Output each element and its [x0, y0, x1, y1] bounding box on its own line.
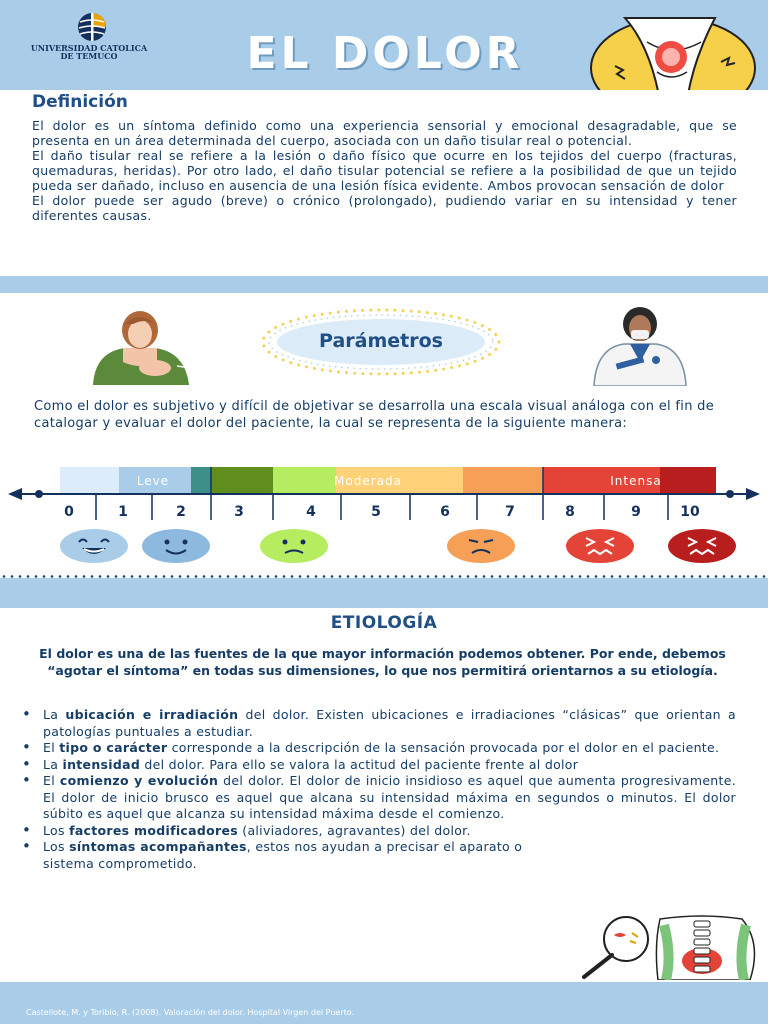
- face-agony-icon: [668, 529, 736, 563]
- scale-number-2: 2: [176, 504, 186, 520]
- etiology-heading: ETIOLOGÍA: [330, 613, 438, 633]
- parameters-text: Como el dolor es subjetivo y difícil de objetivar se desarrolla una escala visual análoga con el fin de catalogar y evaluar el dolor del paciente, la cual se representa de la siguiente manera:: [34, 399, 715, 431]
- university-name: [14, 44, 164, 60]
- face-laughing-icon: [60, 529, 128, 563]
- scale-number-10: 10: [680, 504, 700, 520]
- scale-band-segment: [191, 467, 211, 493]
- list-item: • El comienzo y evolución del dolor. El dolor de inicio insidioso es aquel que aumenta progresivamente. El dolor de inicio brusco es aquel que alcana su intensidad máxima en segundos o minutos. El dolor súbito es aquel que alcanza su intensidad máxima desde el comienzo.: [20, 773, 736, 823]
- scale-number-8: 8: [565, 504, 575, 520]
- university-line1: UNIVERSIDAD CATOLICA: [30, 43, 148, 53]
- face-sad-icon: [447, 529, 515, 563]
- pain-scale: [0, 462, 768, 582]
- definition-heading: Definición: [32, 92, 128, 112]
- scale-band-segment: [463, 467, 543, 493]
- scale-band-segment: [660, 467, 716, 493]
- scale-number-0: 0: [64, 504, 74, 520]
- footer-citation: Castellote, M. y Toribio, R. (2008). Valoración del dolor. Hospital Virgen del Puerto.: [26, 1008, 355, 1017]
- doctor-illustration: [586, 306, 694, 386]
- parameters-heading: Parámetros: [319, 330, 443, 352]
- definition-paragraph-2: El daño tisular real se refiere a la lesión o daño físico que ocurre en los tejidos del cuerpo (fracturas, quemaduras, heridas). Por otro lado, el daño tisular potencial se refiere a la posibilidad de que un tejido pueda ser dañado, incluso en ausencia de una lesión física evidente. Ambos provocan sensación de dolor: [32, 148, 737, 193]
- face-smiling-icon: [142, 529, 210, 563]
- list-item: • Los síntomas acompañantes, estos nos ayudan a precisar el aparato o sistema comprometido.: [20, 839, 553, 872]
- dotted-divider: [0, 575, 768, 578]
- face-neutral-icon: [260, 529, 328, 563]
- band-label-intensa: Intensa: [610, 474, 662, 488]
- page-title: EL DOLOR: [246, 28, 524, 79]
- university-line2: DE TEMUCO: [60, 51, 118, 61]
- scale-number-6: 6: [440, 504, 450, 520]
- scale-number-5: 5: [371, 504, 381, 520]
- list-item: • El tipo o carácter corresponde a la descripción de la sensación provocada por el dolor en el paciente.: [20, 740, 736, 757]
- band-label-leve: Leve: [136, 474, 170, 488]
- scale-number-3: 3: [234, 504, 244, 520]
- definition-paragraph-3: El dolor puede ser agudo (breve) o crónico (prolongado), pudiendo variar en su intensidad y tener diferentes causas.: [32, 193, 737, 223]
- definition-text: [32, 118, 737, 223]
- band-label-moderada: Moderada: [334, 474, 402, 488]
- scale-number-7: 7: [505, 504, 515, 520]
- etiology-intro: El dolor es una de las fuentes de la que mayor información podemos obtener. Por ende, debemos “agotar el síntoma” en todas sus dimensiones, lo que nos permitirá orientarnos a su etiología.: [39, 646, 726, 678]
- list-item: • La ubicación e irradiación del dolor. Existen ubicaciones e irradiaciones “clásicas” que orientan a patologías puntuales a estudiar.: [20, 707, 736, 740]
- scale-band-segment: [60, 467, 119, 493]
- scale-number-9: 9: [631, 504, 641, 520]
- list-item: • La intensidad del dolor. Para ello se valora la actitud del paciente frente al dolor: [20, 757, 736, 774]
- face-crying-icon: [566, 529, 634, 563]
- scale-band-segment: [273, 467, 336, 493]
- scale-number-4: 4: [306, 504, 316, 520]
- scale-band-segment: [211, 467, 273, 493]
- woman-pain-illustration: [85, 310, 195, 385]
- etiology-list: [20, 707, 736, 872]
- magnifier-spine-illustration: [574, 915, 764, 980]
- scale-number-1: 1: [118, 504, 128, 520]
- list-item: • Los factores modificadores (aliviadores, agravantes) del dolor.: [20, 823, 736, 840]
- definition-paragraph-1: El dolor es un síntoma definido como una experiencia sensorial y emocional desagradable, que se presenta en un área determinada del cuerpo, asociada con un daño tisular real o potencial.: [32, 118, 737, 148]
